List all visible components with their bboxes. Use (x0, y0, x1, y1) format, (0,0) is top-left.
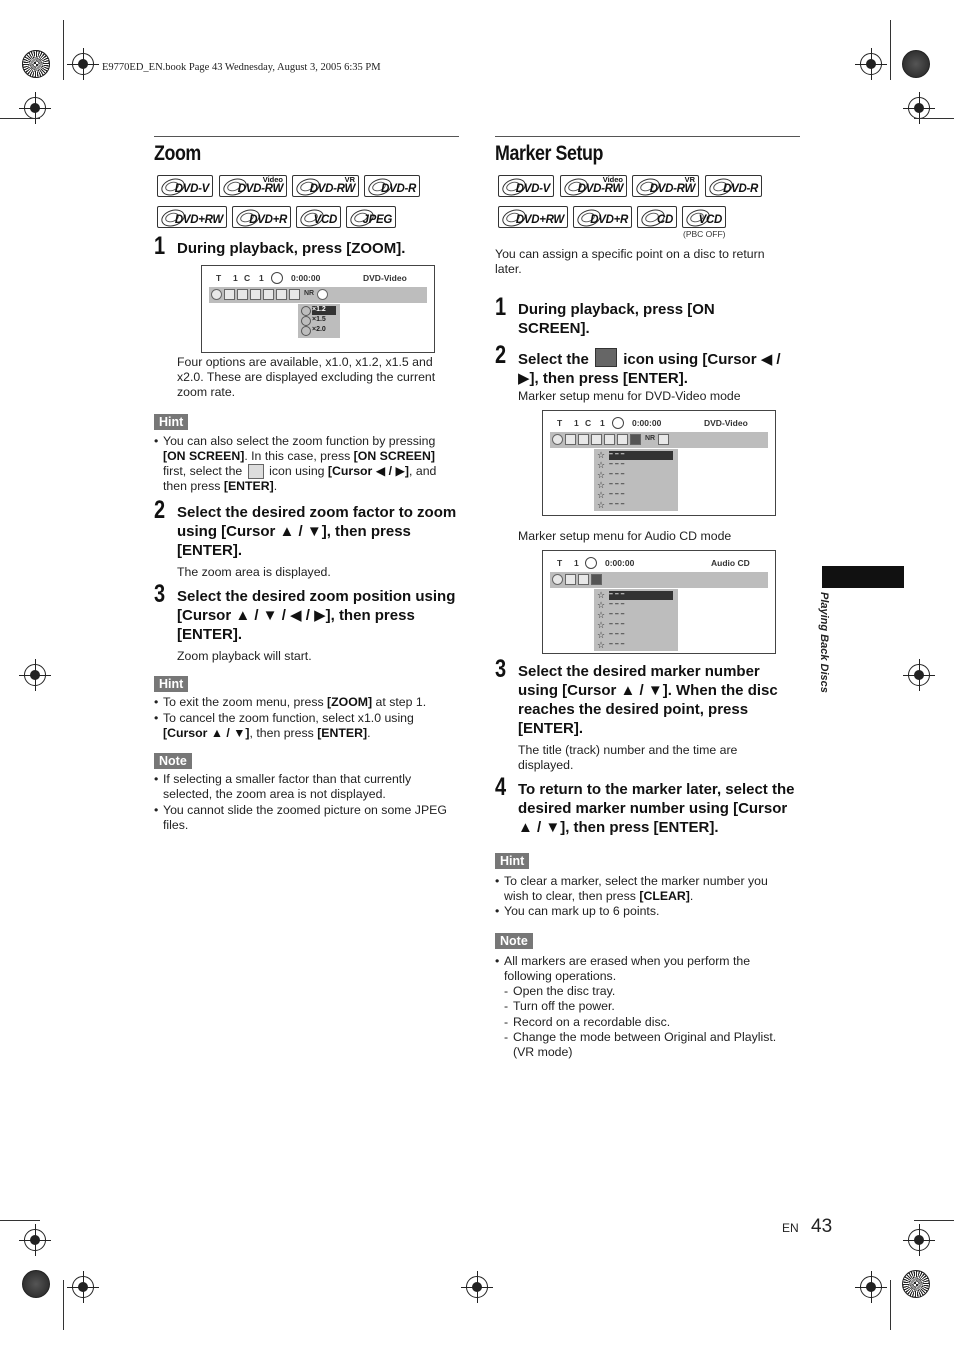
audio-icon (565, 574, 576, 585)
hint-tag: Hint (154, 676, 188, 692)
disc-logo-icon: DVD-R (705, 175, 762, 197)
clock-icon (585, 557, 597, 569)
marker-icon: ☆ (597, 600, 606, 610)
marker-intro: You can assign a specific point on a disc to return later. (495, 247, 765, 276)
track-number: 1 (574, 558, 579, 568)
marker-step-4-number: 4 (495, 773, 507, 801)
marker-icon: ☆ (597, 470, 606, 480)
noise-reduction-label: NR (304, 290, 315, 297)
disc-logo-icon: DVD+RW (157, 206, 227, 228)
disc-logo-icon: VR DVD-RW (632, 175, 699, 197)
zoom-options-menu (298, 304, 340, 338)
marker-icon: ☆ (597, 500, 606, 510)
language-label: EN (782, 1221, 799, 1235)
marker-slot: – – – (609, 481, 625, 488)
marker-icon (595, 348, 617, 367)
note-tag: Note (154, 753, 192, 769)
marker-selected-icon (630, 434, 641, 445)
marker-note-main: • All markers are erased when you perform the following operations. (495, 954, 751, 983)
registration-mark-icon (24, 1229, 46, 1251)
zoom-section-title: Zoom (154, 142, 201, 165)
disc-logo-icon: DVD+R (232, 206, 291, 228)
registration-mark-icon (72, 1276, 94, 1298)
marker-list-menu (594, 589, 678, 651)
zoom-note-2: • You cannot slide the zoomed picture on some JPEG files. (154, 803, 447, 832)
disc-logo-icon: VR DVD-RW (292, 175, 359, 197)
osd-icon-bar (550, 572, 768, 588)
zoom-icon (552, 434, 563, 445)
chapter-side-label: Playing Back Discs (818, 592, 830, 693)
marker-hint-2: • You can mark up to 6 points. (495, 904, 660, 918)
disc-logo-icon: JPEG (346, 206, 396, 228)
marker-icon: ☆ (597, 620, 606, 630)
registration-sunburst-mark (22, 50, 50, 78)
marker-step-3-heading: Select the desired marker number using [Cursor ▲ / ▼]. When the disc reaches the desired point, press [ENTER]. (518, 663, 778, 737)
marker-selected-icon (591, 574, 602, 585)
registration-mark-icon (860, 1276, 882, 1298)
disc-logo-icon: Video DVD-RW (560, 175, 627, 197)
registration-mark-icon (466, 1276, 488, 1298)
marker-step-2-body: Marker setup menu for DVD-Video mode (518, 389, 741, 403)
marker-section-title: Marker Setup (495, 142, 603, 165)
marker-icon: ☆ (597, 490, 606, 500)
osd-icon-bar (209, 287, 427, 303)
zoom-section-rule (154, 136, 459, 137)
chapter-number: 1 (259, 273, 264, 283)
hint-tag: Hint (495, 853, 529, 869)
marker-note-sub-2: - Turn off the power. (504, 999, 615, 1013)
zoom-icon (301, 306, 311, 316)
osd-status-bar (550, 555, 768, 570)
registration-mark-icon (908, 97, 930, 119)
zoom-step-1-heading: During playback, press [ZOOM]. (177, 240, 406, 257)
zoom-icon (552, 574, 563, 585)
marker-slot: – – – (609, 641, 625, 648)
zoom-step-2-number: 2 (154, 496, 166, 524)
zoom-selected-icon (317, 289, 328, 300)
zoom-hint-2b: • To cancel the zoom function, select x1.0 using [Cursor ▲ / ▼], then press [ENTER]. (154, 711, 414, 740)
audio-icon (565, 434, 576, 445)
marker-step-3-number: 3 (495, 655, 507, 683)
disc-logo-icon: VCD (296, 206, 341, 228)
clock-icon (271, 272, 283, 284)
disc-logo-icon: DVD+RW (498, 206, 568, 228)
angle-icon (591, 434, 602, 445)
marker-note-sub-1: - Open the disc tray. (504, 984, 616, 998)
registration-mark-icon (24, 97, 46, 119)
zoom-option: ×1.5 (312, 316, 326, 323)
osd-status-bar (209, 270, 427, 285)
repeat-icon (604, 434, 615, 445)
subtitle-icon (237, 289, 248, 300)
zoom-icon (211, 289, 222, 300)
zoom-step-3-heading: Select the desired zoom position using [Cursor ▲ / ▼ / ◀ / ▶], then press [ENTER]. (177, 588, 456, 643)
zoom-step-3-number: 3 (154, 580, 166, 608)
angle-icon (250, 289, 261, 300)
zoom-icon (301, 326, 311, 336)
zoom-step-2-body: The zoom area is displayed. (177, 565, 331, 579)
search-icon (617, 434, 628, 445)
zoom-hint-1: • You can also select the zoom function by pressing [ON SCREEN]. In this case, press [ON SCREEN] first, select the icon using [Cursor ◀ / ▶], and then press [ENTER]. (154, 434, 437, 494)
marker-slot: – – – (609, 451, 673, 460)
marker-cd-caption: Marker setup menu for Audio CD mode (518, 529, 732, 543)
marker-icon: ☆ (597, 640, 606, 650)
marker-slot: – – – (609, 611, 625, 618)
zoom-option: ×2.0 (312, 326, 326, 333)
title-number: 1 (574, 418, 579, 428)
disc-logo-icon: VCD (682, 206, 726, 228)
zoom-icon (248, 464, 264, 479)
marker-icon: ☆ (597, 610, 606, 620)
marker-slot: – – – (609, 631, 625, 638)
marker-step-1-number: 1 (495, 293, 507, 321)
track-indicator: T (557, 558, 563, 568)
osd-icon-bar (550, 432, 768, 448)
hint-tag: Hint (154, 414, 188, 430)
registration-sunburst-mark (902, 50, 930, 78)
marker-list-menu (594, 449, 678, 511)
registration-mark-icon (860, 53, 882, 75)
clock-icon (612, 417, 624, 429)
marker-step-2-heading: Select the icon using [Cursor ◀ / ▶], then press [ENTER]. (518, 348, 798, 388)
pbc-off-note: (PBC OFF) (683, 229, 726, 239)
marker-hint-1: • To clear a marker, select the marker number you wish to clear, then press [CLEAR]. (495, 874, 768, 903)
repeat-icon (276, 289, 287, 300)
marker-icon: ☆ (597, 630, 606, 640)
marker-icon: ☆ (597, 590, 606, 600)
marker-cd-osd-screen (542, 550, 776, 654)
marker-icon: ☆ (597, 450, 606, 460)
audio-icon (224, 289, 235, 300)
registration-mark-icon (908, 1229, 930, 1251)
marker-slot: – – – (609, 591, 673, 600)
page-number: 43 (811, 1216, 833, 1237)
zoom-hint-2a: • To exit the zoom menu, press [ZOOM] at step 1. (154, 695, 427, 709)
chapter-indicator: C (585, 418, 592, 428)
marker-icon (263, 289, 274, 300)
marker-step-2-number: 2 (495, 341, 507, 369)
disc-mode: DVD-Video (363, 273, 407, 283)
marker-note-sub-3: - Record on a recordable disc. (504, 1015, 671, 1029)
note-tag: Note (495, 933, 533, 949)
elapsed-time: 0:00:00 (632, 418, 662, 428)
disc-logo-icon: Video DVD-RW (219, 175, 287, 197)
marker-slot: – – – (609, 621, 625, 628)
marker-slot: – – – (609, 461, 625, 468)
marker-slot: – – – (609, 601, 625, 608)
marker-step-4-heading: To return to the marker later, select the desired marker number using [Cursor ▲ / ▼], then press [ENTER]. (518, 781, 795, 836)
zoom-step-2-heading: Select the desired zoom factor to zoom using [Cursor ▲ / ▼], then press [ENTER]. (177, 504, 457, 559)
marker-icon: ☆ (597, 480, 606, 490)
registration-mark-icon (908, 664, 930, 686)
registration-sunburst-mark (902, 1270, 930, 1298)
noise-reduction-label: NR (645, 435, 656, 442)
chapter-indicator: C (244, 273, 251, 283)
zoom-note-1: • If selecting a smaller factor than that currently selected, the zoom area is not displayed. (154, 772, 412, 801)
title-indicator: T (216, 273, 222, 283)
marker-note-sub-4: - Change the mode between Original and Playlist. (VR mode) (504, 1030, 777, 1059)
disc-logo-icon: CD (637, 206, 677, 228)
marker-slot: – – – (609, 501, 625, 508)
zoom-osd-screen (201, 265, 435, 353)
subtitle-icon (578, 434, 589, 445)
disc-logo-icon: DVD-R (364, 175, 420, 197)
elapsed-time: 0:00:00 (605, 558, 635, 568)
disc-mode: DVD-Video (704, 418, 748, 428)
marker-icon: ☆ (597, 460, 606, 470)
search-icon (289, 289, 300, 300)
disc-logo-icon: DVD+R (573, 206, 632, 228)
zoom-step-1-number: 1 (154, 232, 166, 260)
zoom-option: ×1.2 (312, 306, 336, 315)
chapter-side-tab (822, 566, 904, 588)
marker-slot: – – – (609, 471, 625, 478)
repeat-icon (578, 574, 589, 585)
print-header: E9770ED_EN.book Page 43 Wednesday, August 3, 2005 6:35 PM (102, 62, 381, 73)
marker-dvd-osd-screen (542, 410, 776, 516)
title-number: 1 (233, 273, 238, 283)
registration-sunburst-mark (22, 1270, 50, 1298)
title-indicator: T (557, 418, 563, 428)
registration-mark-icon (24, 664, 46, 686)
zoom-step-3-body: Zoom playback will start. (177, 649, 312, 663)
marker-step-3-body: The title (track) number and the time are displayed. (518, 743, 738, 772)
osd-status-bar (550, 415, 768, 430)
disc-mode: Audio CD (711, 558, 750, 568)
zoom-icon (301, 316, 311, 326)
disc-logo-icon: DVD-V (498, 175, 554, 197)
chapter-number: 1 (600, 418, 605, 428)
marker-step-1-heading: During playback, press [ON SCREEN]. (518, 301, 715, 337)
audio-icon (658, 434, 669, 445)
marker-slot: – – – (609, 491, 625, 498)
elapsed-time: 0:00:00 (291, 273, 321, 283)
registration-mark-icon (72, 53, 94, 75)
marker-section-rule (495, 136, 800, 137)
disc-logo-icon: DVD-V (157, 175, 213, 197)
zoom-step-1-body: Four options are available, x1.0, x1.2, x1.5 and x2.0. These are displayed excluding the current zoom rate. (177, 355, 436, 399)
